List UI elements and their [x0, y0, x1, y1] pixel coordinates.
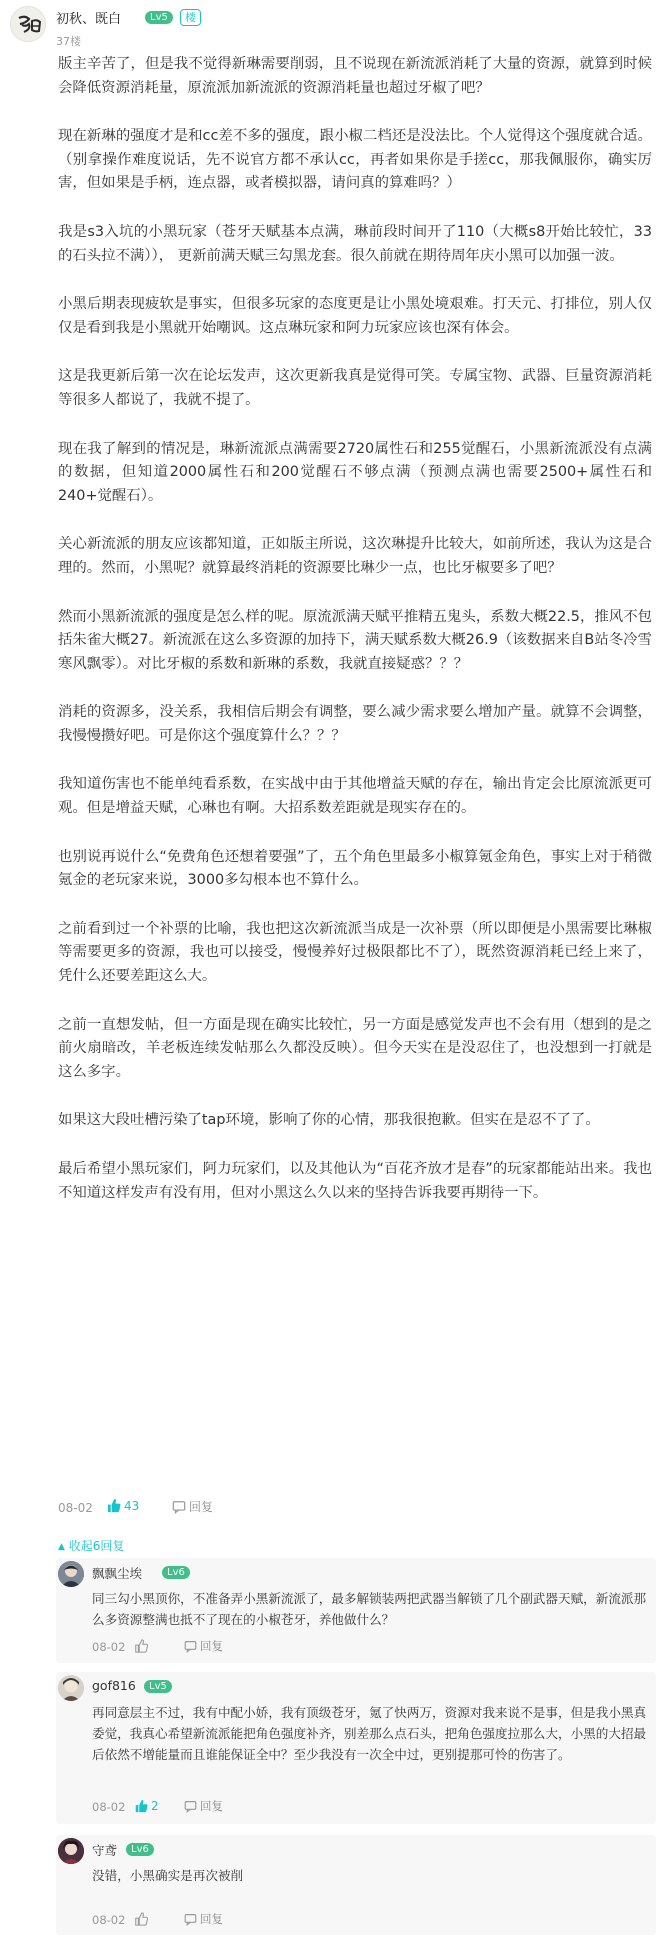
like-button[interactable] — [134, 1638, 151, 1653]
post-paragraph: 然而小黑新流派的强度是怎么样的呢。原流派满天赋平推精五鬼头，系数大概22.5，推风不包括朱雀大概27。新流派在这么多资源的加持下，满天赋系数大概26.9（该数据来自B站冬冷雪寒风飘零）。对比牙椒的系数和新琳的系数，我就直接疑惑？？？ — [58, 608, 652, 672]
calligraphy-avatar-icon — [11, 7, 46, 42]
comment-icon — [184, 1640, 197, 1653]
comment-icon — [184, 1913, 197, 1926]
reply-date: 08-02 — [92, 1913, 126, 1927]
post-paragraph: 现在我了解到的情况是，琳新流派点满需要2720属性石和255觉醒石，小黑新流派没有点满的数据，但知道2000属性石和200觉醒石不够点满（预测点满也需要2500+属性石和240+觉醒石）。 — [58, 440, 652, 504]
reply-item — [56, 1558, 656, 1663]
reply-meta — [92, 1638, 392, 1658]
triangle-up-icon: ▲ — [58, 1542, 65, 1552]
thumbs-up-icon — [134, 1799, 148, 1813]
reply-button[interactable] — [172, 1498, 213, 1515]
thumbs-up-icon — [134, 1912, 148, 1926]
like-count: 2 — [151, 1798, 159, 1813]
like-count: 43 — [124, 1498, 140, 1513]
like-button[interactable] — [134, 1798, 159, 1813]
post-paragraph: 我是s3入坑的小黑玩家（苍牙天赋基本点满，琳前段时间开了110（大概s8开始比较忙，33的石头拉不满））， 更新前满天赋三勾黑龙套。很久前就在期待周年庆小黑可以加强一波。 — [58, 223, 652, 264]
reply-button[interactable] — [184, 1798, 223, 1814]
post-paragraph: 如果这大段吐槽污染了tap环境，影响了你的心情，那我很抱歉。但实在是忍不了了。 — [58, 1112, 600, 1129]
post-paragraph: 之前看到过一个补票的比喻，我也把这次新流派当成是一次补票（所以即便是小黑需要比琳椒等需要更多的资源，我也可以接受，慢慢养好过极限都比不了），既然资源消耗已经上来了，凭什么还要差距这么大。 — [58, 920, 652, 985]
avatar[interactable] — [10, 6, 46, 42]
post-paragraph: 最后希望小黑玩家们，阿力玩家们，以及其他认为“百花齐放才是春”的玩家都能站出来。我也不知道这样发声有没有用，但对小黑这么久以来的坚持告诉我要再期待一下。 — [58, 1161, 652, 1201]
post-paragraph: 版主辛苦了，但是我不觉得新琳需要削弱，且不说现在新流派消耗了大量的资源，就算到时候会降低资源消耗量，原流派加新流派的资源消耗量也超过牙椒了吧？ — [58, 56, 652, 96]
avatar[interactable] — [58, 1675, 84, 1701]
reply-author[interactable]: 守鸢 — [92, 1843, 118, 1858]
reply-date: 08-02 — [92, 1640, 126, 1654]
reply-author[interactable]: 飘飘尘埃 — [92, 1566, 143, 1581]
avatar-portrait-icon — [58, 1675, 84, 1701]
avatar-portrait-icon — [58, 1838, 84, 1864]
floor-number: 37楼 — [56, 35, 81, 48]
post-paragraph: 小黑后期表现疲软是事实，但很多玩家的态度更是让小黑处境艰难。打天元、打排位，别人仅仅是看到我是小黑就开始嘲讽。这点琳玩家和阿力玩家应该也深有体会。 — [58, 296, 652, 336]
post-paragraph: 也别说再说什么“免费角色还想着要强”了，五个角色里最多小椒算氪金角色，事实上对于稍微氪金的老玩家来说，3000多勾根本也不算什么。 — [58, 848, 652, 889]
author-name[interactable]: 初秋、既白 — [56, 12, 122, 27]
post-paragraph: 关心新流派的朋友应该都知道，正如版主所说，这次琳提升比较大，如前所述，我认为这是合理的。然而，小黑呢？就算最终消耗的资源要比琳少一点，也比牙椒要多了吧？ — [58, 536, 652, 576]
reply-date: 08-02 — [92, 1800, 126, 1814]
reply-label: 回复 — [200, 1799, 223, 1813]
post-paragraph: 消耗的资源多，没关系，我相信后期会有调整，要么减少需求要么增加产量。就算不会调整，我慢慢攒好吧。可是你这个强度算什么？？？ — [58, 704, 652, 744]
post-paragraph: 我知道伤害也不能单纯看系数，在实战中由于其他增益天赋的存在，输出肯定会比原流派更可观。但是增益天赋，心琳也有啊。大招系数差距就是现实存在的。 — [58, 776, 652, 817]
reply-text: 同三勾小黑顶你，不准备弄小黑新流派了，最多解锁装两把武器当解锁了几个副武器天赋，新流派那么多资源整满也抵不了现在的小椒苍牙，养他做什么？ — [92, 1591, 647, 1627]
post-paragraph: 这是我更新后第一次在论坛发声，这次更新我真是觉得可笑。专属宝物、武器、巨量资源消耗等很多人都说了，我就不提了。 — [58, 368, 652, 408]
level-badge: Lv6 — [162, 1566, 190, 1579]
level-badge: Lv5 — [144, 1680, 172, 1693]
collapse-replies-button[interactable] — [58, 1537, 124, 1554]
reply-label: 回复 — [200, 1912, 223, 1926]
thumbs-up-icon — [134, 1639, 148, 1653]
reply-item — [56, 1672, 656, 1824]
reply-button[interactable] — [184, 1911, 223, 1927]
post-paragraph: 之前一直想发帖，但一方面是现在确实比较忙，另一方面是感觉发声也不会有用（想到的是之前火扇暗改，羊老板连续发帖那么久都没反映）。但今天实在是没忍住了，也没想到一打就是这么多字。 — [58, 1016, 652, 1080]
reply-label: 回复 — [200, 1639, 223, 1653]
reply-item — [56, 1835, 656, 1935]
reply-author[interactable]: gof816 — [92, 1678, 136, 1693]
thumbs-up-icon — [106, 1498, 121, 1513]
op-badge: 楼 — [180, 9, 201, 26]
reply-meta — [92, 1798, 392, 1818]
post-body — [58, 53, 652, 1230]
post-header — [10, 6, 650, 46]
like-button[interactable] — [134, 1911, 151, 1926]
level-badge: Lv6 — [126, 1843, 154, 1856]
avatar[interactable] — [58, 1561, 84, 1587]
post-paragraph: 现在新琳的强度才是和cc差不多的强度，跟小椒二档还是没法比。个人觉得这个强度就合适。（别拿操作难度说话，先不说官方都不承认cc，再者如果你是手搓cc，那我佩服你，确实厉害，但如果是手柄，连点器，或者模拟器，请问真的算难吗？） — [58, 128, 652, 192]
reply-text: 没错，小黑确实是再次被削 — [92, 1868, 244, 1883]
reply-meta — [92, 1911, 392, 1931]
comment-icon — [172, 1500, 186, 1514]
like-button[interactable] — [106, 1498, 139, 1513]
post-date: 08-02 — [58, 1501, 93, 1515]
level-badge: Lv5 — [145, 11, 173, 24]
reply-label: 回复 — [189, 1500, 214, 1514]
reply-button[interactable] — [184, 1638, 223, 1654]
collapse-label: 收起6回复 — [68, 1539, 125, 1553]
avatar[interactable] — [58, 1838, 84, 1864]
reply-text: 再同意层主不过，我有中配小娇，我有顶级苍牙，氪了快两万，资源对我来说不是事，但是我小黑真委觉，我真心希望新流派能把角色强度补齐，别差那么点石头，把角色强度拉那么大，小黑的大招最后依然不增能量而且谁能保证全中？至少我没有一次全中过，更别提那可怜的伤害了。 — [92, 1705, 647, 1762]
avatar-portrait-icon — [58, 1561, 84, 1587]
post-meta — [58, 1498, 652, 1520]
comment-icon — [184, 1800, 197, 1813]
